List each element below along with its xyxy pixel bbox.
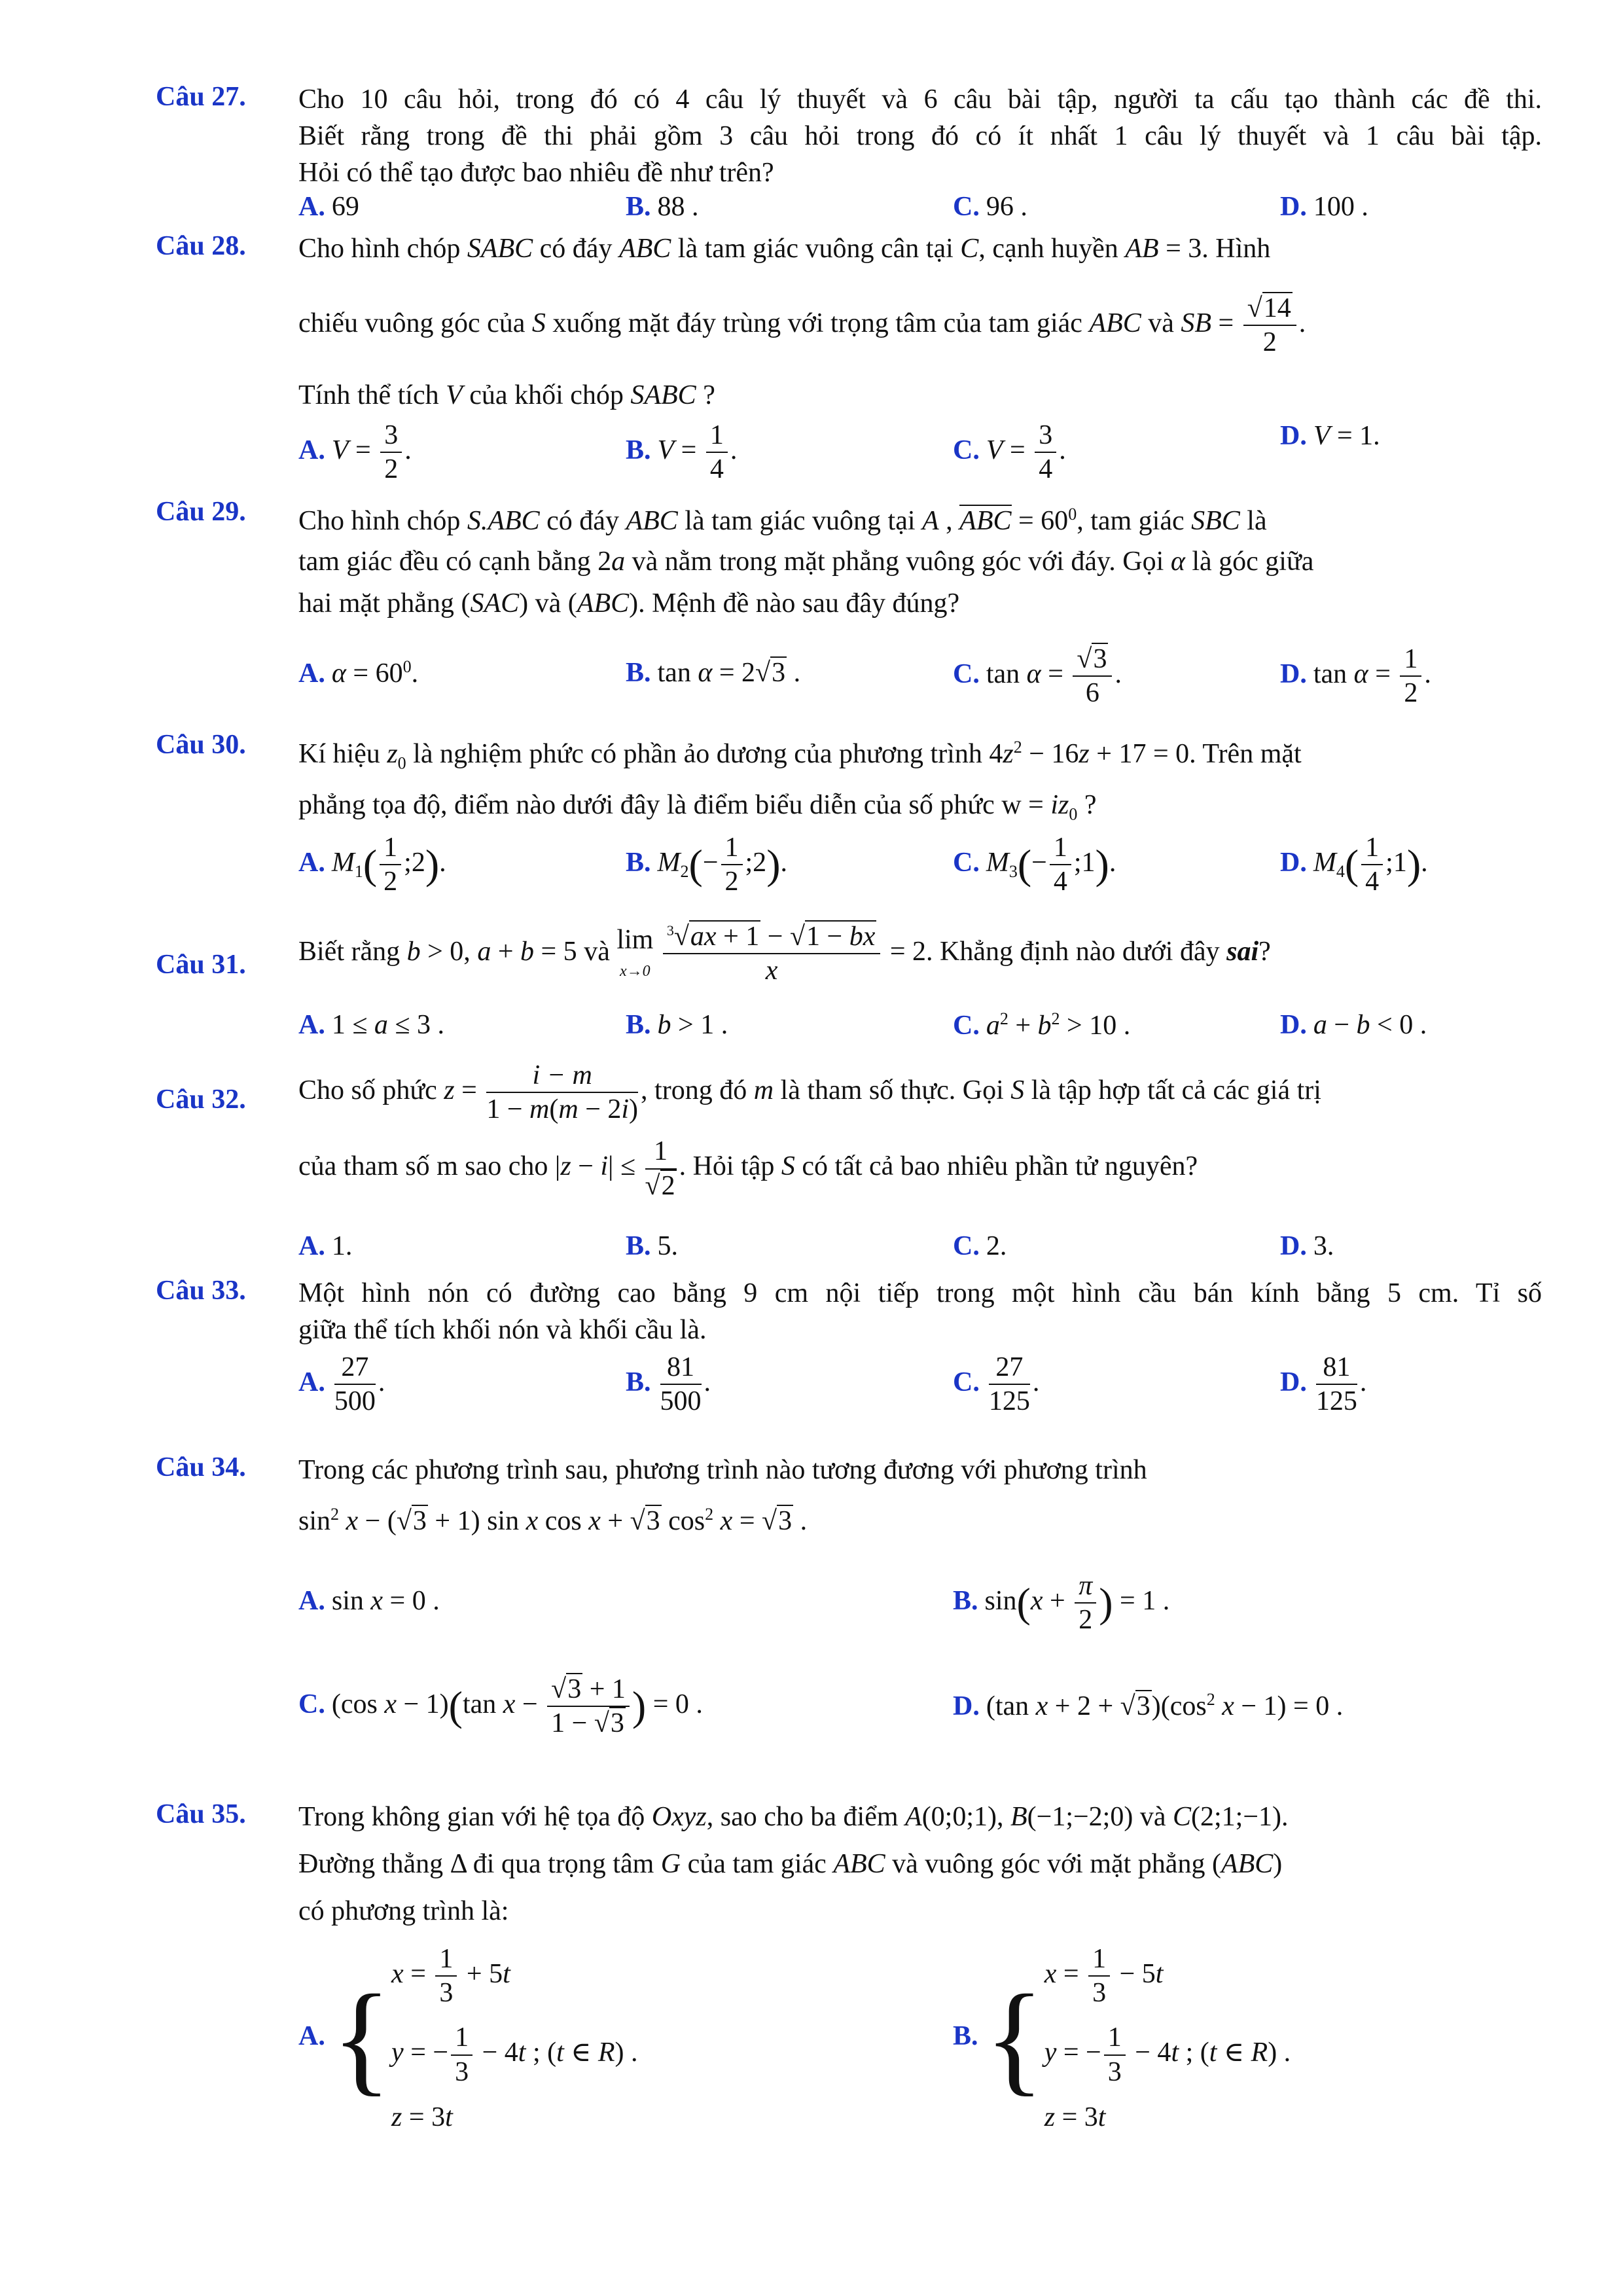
option-c[interactable]: C. 2. (953, 1231, 1007, 1261)
question-text (298, 1275, 1542, 1348)
option-a[interactable]: A.{ x = $\frac{1}{3}$ + 5t y = − $\frac{1}{3}$ − 4t ; (t ∈ R) . z = 3t (298, 1944, 638, 2132)
option-a[interactable]: A. 1. (298, 1231, 353, 1261)
option-d[interactable]: D. $M_4$( $\frac{1}{4}$ ;1). (1280, 833, 1428, 897)
text-line: Trong các phương trình sau, phương trình nào tương đương với phương trình (298, 1455, 1147, 1485)
text-line: $\sin^2 x - (√3 + 1)$ sin x cos x + √3 $\cos^2 x = √3$ . (298, 1505, 808, 1536)
option-b[interactable]: B. $M_2(-$ $\frac{1}{2}$ ;2). (626, 833, 787, 897)
option-b[interactable]: B. $\frac{81}{500}$ . (626, 1352, 711, 1417)
text-line: Kí hiệu $z_0$ là nghiệm phức có phần ảo dương của phương trình $4z^2 - 16z + 17 = 0$. Trên mặt (298, 738, 1302, 773)
text-line: có phương trình là: (298, 1896, 509, 1926)
option-d[interactable]: D. $\frac{81}{125}$ . (1280, 1352, 1367, 1417)
option-b[interactable]: B. b > 1 . (626, 1010, 728, 1040)
option-b[interactable]: B. 88 . (626, 192, 699, 222)
text-line: Cho số phức z = $\frac{i - m}{1 - m(m - 2i)}$ , trong đó m là tham số thực. Gọi S là tập hợp tất cả các giá trị (298, 1060, 1321, 1125)
option-d[interactable]: D. 3. (1280, 1231, 1334, 1261)
question-text (298, 922, 1542, 986)
text-line: Biết rằng b > 0, a + b = 5 và lim x→0 $\frac{^3√ax + 1 - √1 - bx}{x}$ = 2. Khẳng định nào dưới đây sai? (298, 922, 1271, 986)
text-line: Trong không gian với hệ tọa độ Oxyz, sao cho ba điểm A(0;0;1), B(−1;−2;0) và C(2;1;−1). (298, 1802, 1289, 1832)
question-text (298, 1060, 1542, 1201)
option-b[interactable]: B.{ x = $\frac{1}{3}$ − 5t y = − $\frac{1}{3}$ − 4t ; (t ∈ R) . z = 3t (953, 1944, 1291, 2132)
question-label: Câu 35. (156, 1799, 246, 1829)
question-label: Câu 34. (156, 1452, 246, 1482)
text-line: Hỏi có thể tạo được bao nhiêu đề như trên? (298, 158, 774, 188)
question-label: Câu 28. (156, 231, 246, 261)
option-b[interactable]: B. tan α = 2√3 . (626, 658, 801, 688)
option-d[interactable]: D. (tan $x + 2 + √3)(\cos^2$ x − 1) = 0 . (953, 1690, 1344, 1721)
option-d[interactable]: D. a − b < 0 . (1280, 1010, 1427, 1040)
question-label: Câu 31. (156, 950, 246, 980)
option-a[interactable]: A. $M_1$( $\frac{1}{2}$ ;2). (298, 833, 446, 897)
question-text (298, 81, 1542, 191)
text-line: Cho 10 câu hỏi, trong đó có 4 câu lý thuyết và 6 câu bài tập, người ta cấu tạo thành các đề thi. (298, 84, 1542, 115)
question-label: Câu 30. (156, 730, 246, 760)
option-c[interactable]: C. $a^2 + b^2 > 10$ . (953, 1009, 1131, 1041)
option-a[interactable]: A. V = $\frac{3}{2}$ . (298, 420, 412, 485)
text-line: giữa thể tích khối nón và khối cầu là. (298, 1315, 707, 1345)
option-b[interactable]: B. 5. (626, 1231, 679, 1261)
option-b[interactable]: B. sin(x + $\frac{\pi}{2}$ ) = 1 . (953, 1571, 1170, 1636)
text-line: phẳng tọa độ, điểm nào dưới đây là điểm biểu diễn của số phức $w = iz_0$ ? (298, 790, 1097, 824)
option-a[interactable]: A. sin x = 0 . (298, 1586, 440, 1616)
option-d[interactable]: D. V = 1. (1280, 421, 1380, 451)
option-c[interactable]: C. 96 . (953, 192, 1027, 222)
question-text (298, 1452, 1542, 1539)
option-c[interactable]: C. V = $\frac{3}{4}$ . (953, 420, 1066, 485)
option-a[interactable]: A. 1 ≤ a ≤ 3 . (298, 1010, 444, 1040)
option-c[interactable]: C. $M_3(-$ $\frac{1}{4}$ ;1). (953, 833, 1116, 897)
text-line: Cho hình chóp S.ABC có đáy ABC là tam giác vuông tại A , ABC = $60^0$, tam giác SBC là (298, 505, 1267, 536)
option-a[interactable]: A. 69 (298, 192, 359, 222)
question-label: Câu 33. (156, 1276, 246, 1306)
question-text (298, 496, 1542, 622)
question-text (298, 230, 1542, 414)
option-a[interactable]: A. $\alpha = 60^0$. (298, 657, 419, 689)
option-d[interactable]: D. tan α = $\frac{1}{2}$ . (1280, 644, 1431, 709)
option-c[interactable]: C. (cos x − 1)(tan x − $\frac{√3 + 1}{1 - √3}$ ) = 0 . (298, 1674, 703, 1739)
text-line: hai mặt phẳng (SAC) và (ABC). Mệnh đề nào sau đây đúng? (298, 588, 960, 619)
text-line: Một hình nón có đường cao bằng 9 cm nội tiếp trong một hình cầu bán kính bằng 5 cm. Tỉ số (298, 1278, 1542, 1308)
text-line: của tham số m sao cho |z − i| ≤ $\frac{1}{√2}$ . Hỏi tập S có tất cả bao nhiêu phần tử nguyên? (298, 1136, 1198, 1201)
question-label: Câu 29. (156, 497, 246, 527)
option-d[interactable]: D. 100 . (1280, 192, 1368, 222)
question-label: Câu 32. (156, 1085, 246, 1115)
text-line: Biết rằng trong đề thi phải gồm 3 câu hỏi trong đó có ít nhất 1 câu lý thuyết và 1 câu bài tập. (298, 121, 1542, 151)
text-line: chiếu vuông góc của S xuống mặt đáy trùng với trọng tâm của tam giác ABC và SB = $\frac{√14}{2}$ . (298, 293, 1306, 358)
text-line: Tính thể tích V của khối chóp SABC ? (298, 380, 715, 411)
question-text (298, 1799, 1542, 1929)
option-c[interactable]: C. tan α = $\frac{√3}{6}$ . (953, 644, 1122, 709)
text-line: Đường thẳng Δ đi qua trọng tâm G của tam giác ABC và vuông góc với mặt phẳng (ABC) (298, 1849, 1283, 1879)
text-line: tam giác đều có cạnh bằng 2a và nằm trong mặt phẳng vuông góc với đáy. Gọi α là góc giữa (298, 547, 1314, 577)
question-label: Câu 27. (156, 82, 246, 112)
option-a[interactable]: A. $\frac{27}{500}$ . (298, 1352, 385, 1417)
question-text (298, 729, 1542, 833)
text-line: Cho hình chóp SABC có đáy ABC là tam giác vuông cân tại C, cạnh huyền AB = 3. Hình (298, 234, 1271, 264)
option-b[interactable]: B. V = $\frac{1}{4}$ . (626, 420, 738, 485)
option-c[interactable]: C. $\frac{27}{125}$ . (953, 1352, 1040, 1417)
